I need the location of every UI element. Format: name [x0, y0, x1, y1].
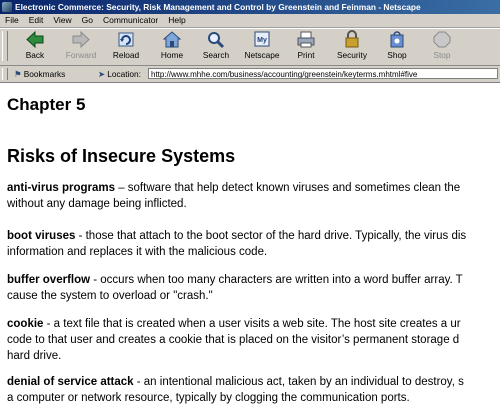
netscape-button[interactable]	[242, 29, 282, 63]
stop-button[interactable]	[422, 29, 462, 63]
print-icon	[296, 30, 316, 49]
page-proxy-icon[interactable]: ➤	[98, 69, 105, 79]
term-definition-line	[7, 180, 500, 196]
term-definition-text: – software that help detect known viruses and sometimes clean the	[115, 182, 461, 194]
term-definition-line	[7, 228, 500, 244]
term-definition-line	[7, 374, 500, 390]
term-definition-line: code to that user and creates a cookie that is placed on the visitor’s permanent storage d	[7, 334, 460, 346]
term-entry	[7, 316, 500, 364]
home-button[interactable]	[152, 29, 192, 63]
term-definition-text: - occurs when too many characters are written into a word buffer array. T	[90, 274, 463, 286]
navigation-toolbar	[0, 28, 500, 66]
term-name: denial of service attack	[7, 376, 134, 388]
back-arrow-icon	[25, 30, 45, 49]
menu-communicator[interactable]: Communicator	[102, 15, 159, 25]
security-lock-icon	[342, 30, 362, 49]
term-definition-line: cause the system to overload or "crash."	[7, 290, 213, 302]
term-name: anti-virus programs	[7, 182, 115, 194]
shop-button[interactable]	[377, 29, 417, 63]
print-button[interactable]	[286, 29, 326, 63]
toolbar-grip[interactable]	[2, 31, 8, 61]
term-definition-text: - a text file that is created when a user visits a web site. The host site creates a ur	[43, 318, 461, 330]
menu-help[interactable]: Help	[168, 15, 186, 25]
menu-bar	[0, 14, 500, 28]
location-label	[98, 66, 141, 82]
search-button[interactable]	[196, 29, 236, 63]
location-toolbar	[0, 66, 500, 83]
reload-icon	[116, 30, 136, 49]
bookmarks-icon: ⚑	[14, 69, 22, 79]
term-definition-line: a computer or network resource, typically by clogging the communication ports.	[7, 392, 410, 404]
term-entry	[7, 228, 500, 260]
shop-icon	[387, 30, 407, 49]
term-entry	[7, 374, 500, 406]
reload-button[interactable]	[106, 29, 146, 63]
term-name: boot viruses	[7, 230, 76, 242]
bookmarks-label: Bookmarks	[23, 69, 66, 79]
search-icon	[206, 30, 226, 49]
home-label: Home	[160, 50, 184, 60]
window-title: Electronic Commerce: Security, Risk Management and Control by Greenstein and Feinman - Netscape	[15, 2, 421, 12]
page-content	[0, 83, 500, 410]
netscape-label: Netscape	[244, 50, 280, 60]
forward-button[interactable]	[61, 29, 101, 63]
stop-label: Stop	[433, 50, 451, 60]
back-button[interactable]	[15, 29, 55, 63]
location-label-text: Location:	[107, 69, 141, 79]
term-definition-text: - those that attach to the boot sector of the hard drive. Typically, the virus dis	[75, 230, 467, 242]
forward-arrow-icon	[71, 30, 91, 49]
menu-edit[interactable]: Edit	[28, 15, 44, 25]
print-label: Print	[297, 50, 315, 60]
term-definition-line: hard drive.	[7, 350, 62, 362]
url-field[interactable]: http://www.mhhe.com/business/accounting/greenstein/keyterms.mhtml#five	[148, 68, 498, 79]
term-definition-line: information and replaces it with the malicious code.	[7, 246, 268, 258]
term-name: cookie	[7, 318, 44, 330]
security-button[interactable]	[332, 29, 372, 63]
section-heading: Risks of Insecure Systems	[7, 146, 236, 166]
stop-icon	[432, 30, 452, 49]
menu-file[interactable]: File	[5, 15, 19, 25]
window-title-bar	[0, 0, 500, 14]
term-definition-line	[7, 316, 500, 332]
chapter-title: Chapter 5	[7, 95, 86, 114]
shop-label: Shop	[387, 50, 407, 60]
term-definition-text: - an intentional malicious act, taken by an individual to destroy, s	[133, 376, 464, 388]
home-icon	[162, 30, 182, 49]
search-label: Search	[202, 50, 230, 60]
menu-go[interactable]: Go	[81, 15, 93, 25]
term-entry	[7, 272, 500, 304]
term-name: buffer overflow	[7, 274, 91, 286]
netscape-window-icon[interactable]	[2, 2, 12, 12]
forward-label: Forward	[65, 50, 97, 60]
location-toolbar-grip[interactable]	[2, 68, 8, 80]
menu-view[interactable]: View	[53, 15, 72, 25]
back-label: Back	[25, 50, 45, 60]
svg-text:My: My	[257, 37, 267, 44]
term-entry	[7, 180, 500, 212]
term-definition-line	[7, 272, 500, 288]
netscape-icon	[252, 30, 272, 49]
security-label: Security	[337, 50, 367, 60]
bookmarks-button[interactable]	[14, 66, 65, 82]
reload-label: Reload	[112, 50, 140, 60]
term-definition-line: without any damage being inflicted.	[7, 198, 187, 210]
